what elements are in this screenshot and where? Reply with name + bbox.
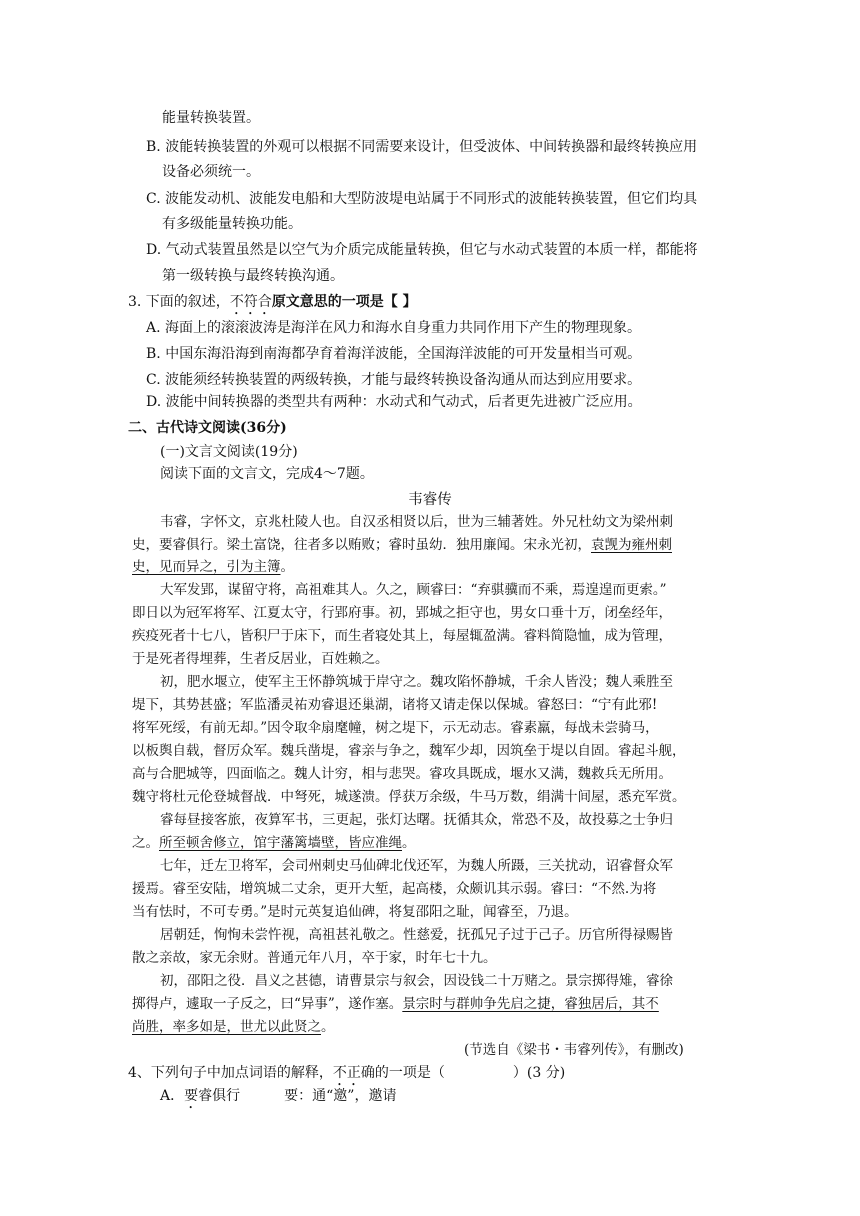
- passage-text: 掷得卢，遽取一子反之，曰“异事”，遂作塞。: [132, 996, 403, 1012]
- passage-line: 当有怯时，不可专勇。”是时元英复追仙碑，将复邵阳之耻，闻睿至，乃退。: [132, 904, 578, 920]
- q2-option-b-line1: B. 波能转换装置的外观可以根据不同需要来设计，但受波体、中间转换器和最终转换应用: [146, 139, 698, 155]
- passage-line: 即日以为冠军将军、江夏太守，行郢府事。初，郢城之拒守也，男女口垂十万，闭垒经年，: [132, 605, 672, 621]
- passage-line: 散之亲故，家无余财。普通元年八月，卒于家，时年七十九。: [132, 950, 497, 966]
- passage-line: 疾疫死者十七八，皆积尸于床下，而生者寝处其上，每屋辄盈满。睿料简隐恤，成为管理，: [132, 628, 672, 644]
- section-heading: 二、古代诗文阅读(36分): [128, 420, 287, 436]
- passage-line: [132, 535, 672, 555]
- q3-stem-pre: 3. 下面的叙述，: [128, 294, 230, 310]
- passage-line: [132, 994, 659, 1014]
- passage-line: 初，肥水堰立，使军主王怀静筑城于岸守之。魏攻陷怀静城，千余人皆没；魏人乘胜至: [160, 674, 673, 690]
- q2-option-c-line1: C. 波能发动机、波能发电船和大型防波堤电站属于不同形式的波能转换装置，但它们均具: [146, 191, 698, 207]
- q3-stem: [128, 292, 417, 318]
- passage-line: 初，邵阳之役．昌义之甚德，请曹景宗与叙会，因设钱二十万赌之。景宗掷得雉，睿徐: [160, 973, 673, 989]
- q2-option-a-continuation: 能量转换装置。: [162, 110, 260, 126]
- passage-line: [132, 557, 294, 577]
- passage-line: 于是死者得埋葬，生者反居业，百姓赖之。: [132, 651, 389, 667]
- q3-option-b: B. 中国东海沿海到南海都孕育着海洋波能，全国海洋波能的可开发量相当可观。: [146, 346, 642, 362]
- passage-line: 高与合肥城等，四面临之。魏人计穷，相与悲哭。睿攻具既成，堰水又满，魏救兵无所用。: [132, 766, 672, 782]
- q4-option-a-rest: 睿俱行: [198, 1088, 241, 1104]
- q4-option-a-label: A．: [160, 1088, 185, 1104]
- instruction: 阅读下面的文言文，完成4～7题。: [160, 466, 374, 482]
- passage-text: 之。: [132, 835, 159, 851]
- q4-stem-emphasis: 不正: [332, 1065, 361, 1081]
- passage-line: 睿每昼接客旅，夜算军书，三更起，张灯达曙。抚循其众，常恐不及，故投募之士争归: [160, 812, 673, 828]
- q3-option-c: C. 波能须经转换装置的两级转换，才能与最终转换设备沟通从而达到应用要求。: [146, 372, 642, 388]
- passage-line: 魏守将杜元伦登城督战．中弩死，城遂溃。俘获万余级，牛马万数，绢满十间屋，悉充军赏。: [132, 789, 686, 805]
- q4-option-a-explanation: 要：通“邀”，邀请: [284, 1088, 397, 1104]
- passage-line: 援焉。睿至安陆，增筑城二丈余，更开大堑，起高楼，众颇讥其示弱。睿曰：“不然.为将: [132, 881, 657, 897]
- q3-stem-emphasis: 不符合: [229, 294, 272, 310]
- passage-text: 。: [402, 835, 416, 851]
- subsection-heading: (一)文言文阅读(19分): [160, 444, 298, 460]
- passage-line: 堤下，其势甚盛；军监潘灵祐劝睿退还巢湖，诸将又请走保以保城。睿怒曰：“宁有此邪!: [132, 697, 658, 713]
- passage-source: (节选自《梁书・韦睿列传》，有删改): [464, 1042, 684, 1058]
- passage-underlined: 所至顿舍修立，馆宇藩篱墙壁，皆应准绳: [159, 835, 402, 851]
- q2-option-d-line2: 第一级转换与最终转换沟通。: [162, 268, 344, 284]
- passage-line: 将军死绥，有前无却。”因令取伞扇麾幢，树之堤下，示无动志。睿素羸，每战未尝骑马，: [132, 720, 659, 736]
- q4-stem-end: ）(3 分): [512, 1065, 566, 1081]
- passage-title: 韦睿传: [408, 492, 452, 508]
- q2-option-c-line2: 有多级能量转换功能。: [162, 216, 302, 232]
- passage-line: 七年，迁左卫将军，会司州刺史马仙碑北伐还军，为魏人所蹑，三关扰动，诏睿督众军: [160, 858, 673, 874]
- passage-line: [132, 833, 416, 853]
- passage-underlined: 袁觊为雍州刺: [591, 537, 672, 553]
- passage-text: 。: [280, 559, 294, 575]
- passage-line: 韦睿，字怀文，京兆杜陵人也。自汉丞相贤以后，世为三辅著姓。外兄杜幼文为梁州刺: [160, 514, 673, 530]
- passage-underlined: 尚胜，率多如是，世尤以此贤之: [132, 1019, 321, 1035]
- passage-line: 大军发郢，谋留守将，高祖难其人。久之，顾睿曰：“弃骐骥而不乘，焉遑遑而更索。”: [160, 582, 667, 598]
- q2-option-d-line1: D. 气动式装置虽然是以空气为介质完成能量转换，但它与水动式装置的本质一样，都能将: [146, 242, 698, 258]
- q4-option-a: [160, 1086, 396, 1112]
- q4-stem-post: 确的一项是（: [360, 1065, 445, 1081]
- q2-option-b-line2: 设备必须统一。: [162, 164, 260, 180]
- q3-stem-post: 原文意思的一项是【 】: [271, 294, 417, 310]
- q3-option-d: D. 波能中间转换器的类型共有两种：水动式和气动式，后者更先进被广泛应用。: [146, 394, 642, 410]
- passage-line: 以板舆自载，督厉众军。魏兵凿堤，睿亲与争之，魏军少却，因筑垒于堤以自固。睿起斗舰，: [132, 743, 686, 759]
- passage-underlined: 景宗时与群帅争先启之捷，睿独居后，其不: [402, 996, 659, 1012]
- q3-option-a: A. 海面上的滚滚波涛是海洋在风力和海水自身重力共同作用下产生的物理现象。: [146, 320, 642, 336]
- passage-underlined: 史，见而异之，引为主簿: [132, 559, 281, 575]
- q4-option-a-word: 要: [184, 1088, 199, 1104]
- passage-text: 。: [321, 1019, 335, 1035]
- passage-line: 居朝廷，恂恂未尝忤视，高祖甚礼敬之。性慈爱，抚孤兄子过于己子。历官所得禄赐皆: [160, 927, 673, 943]
- passage-line: [132, 1017, 335, 1037]
- passage-text: 史，要睿俱行。梁土富饶，往者多以贿败；睿时虽幼．独用廉闻。宋永光初，: [132, 537, 591, 553]
- q4-stem-pre: 4、下列句子中加点词语的解释，: [128, 1065, 333, 1081]
